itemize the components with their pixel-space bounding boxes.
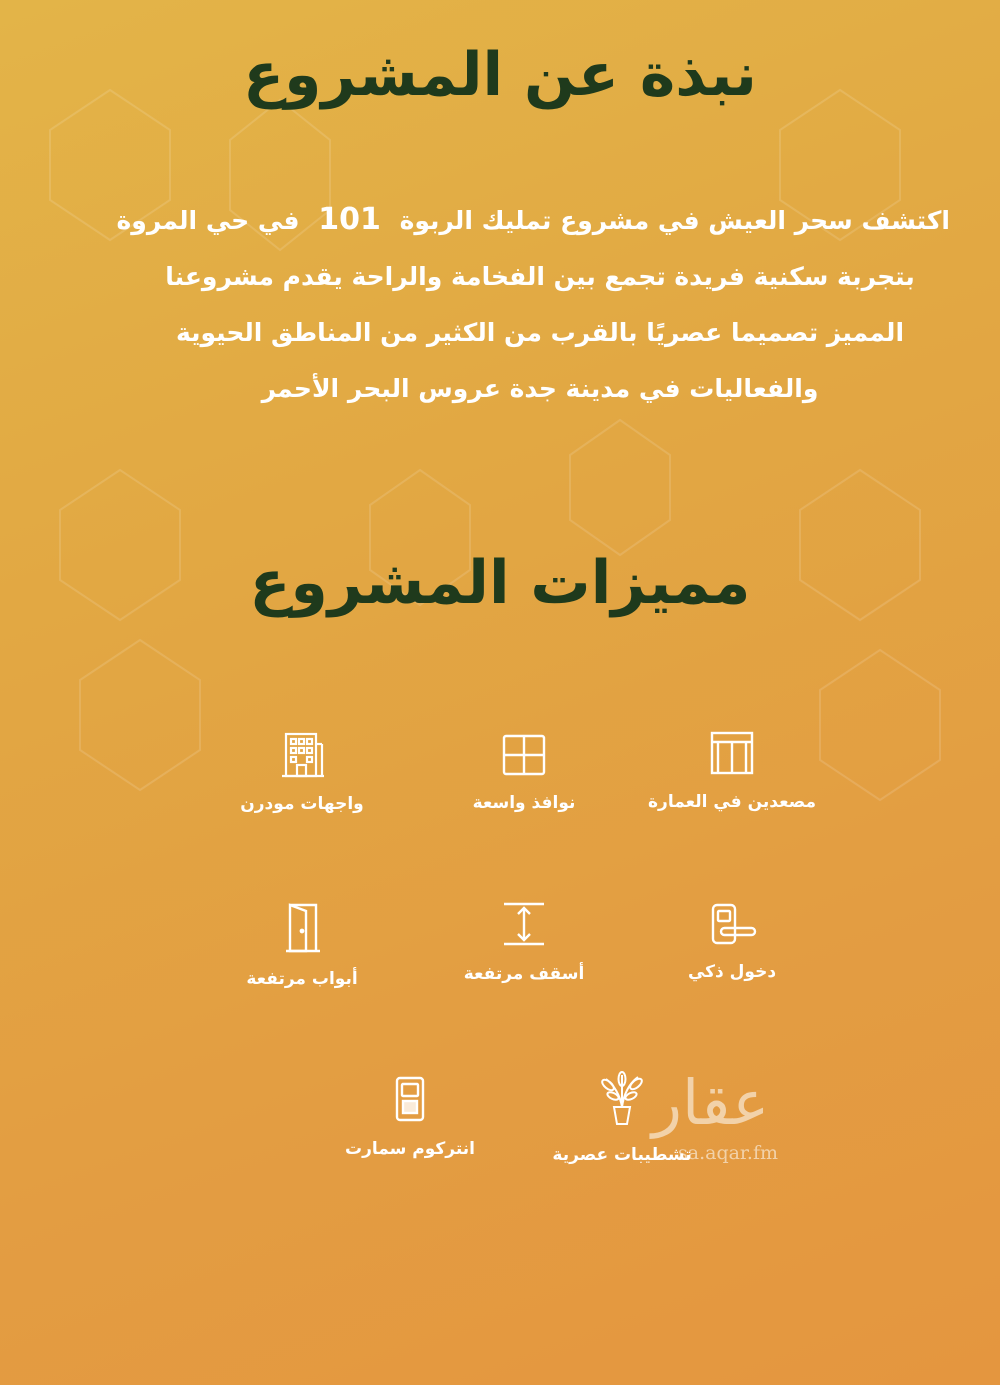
feature-facades <box>182 730 422 814</box>
aqar-watermark <box>592 1066 812 1176</box>
feature-label: نوافذ واسعة <box>472 793 576 813</box>
feature-smart-intercom <box>290 1075 530 1159</box>
feature-label: دخول ذكي <box>687 962 777 982</box>
feature-windows <box>404 733 644 813</box>
about-line-1-start: اكتشف سحر العيش في مشروع تمليك الربوة <box>399 206 950 235</box>
ceiling-height-icon <box>500 900 548 948</box>
watermark-logo: عقار <box>652 1066 770 1139</box>
about-description <box>116 192 950 417</box>
feature-label: مصعدين في العمارة <box>648 792 816 812</box>
elevator-icon <box>708 730 756 776</box>
about-line-2: بتجربة سكنية فريدة تجمع بين الفخامة والراحة يقدم مشروعنا <box>165 262 915 291</box>
feature-high-ceilings <box>404 900 644 984</box>
feature-elevators <box>612 730 852 812</box>
about-title: نبذة عن المشروع <box>243 40 757 110</box>
feature-label: أبواب مرتفعة <box>246 969 358 989</box>
about-line-1-end: في حي المروة <box>116 206 300 235</box>
watermark-url: sa.aqar.fm <box>678 1142 779 1164</box>
feature-label: انتركوم سمارت <box>344 1139 475 1159</box>
smart-lock-icon <box>707 902 757 946</box>
feature-label: واجهات مودرن <box>240 794 364 814</box>
door-icon <box>282 901 322 953</box>
features-title: مميزات المشروع <box>249 548 751 618</box>
about-line-3: المميز تصميما عصريًا بالقرب من الكثير من المناطق الحيوية <box>175 318 905 347</box>
intercom-icon <box>393 1075 427 1123</box>
feature-smart-entry <box>612 902 852 982</box>
feature-label: أسقف مرتفعة <box>463 964 585 984</box>
project-number: 101 <box>318 202 381 237</box>
about-line-1 <box>116 192 950 249</box>
feature-label: تشطيبات عصرية <box>552 1145 692 1165</box>
about-line-4: والفعاليات في مدينة جدة عروس البحر الأحمر <box>261 374 819 403</box>
building-icon <box>278 730 326 778</box>
window-icon <box>501 733 547 777</box>
feature-high-doors <box>182 901 422 989</box>
